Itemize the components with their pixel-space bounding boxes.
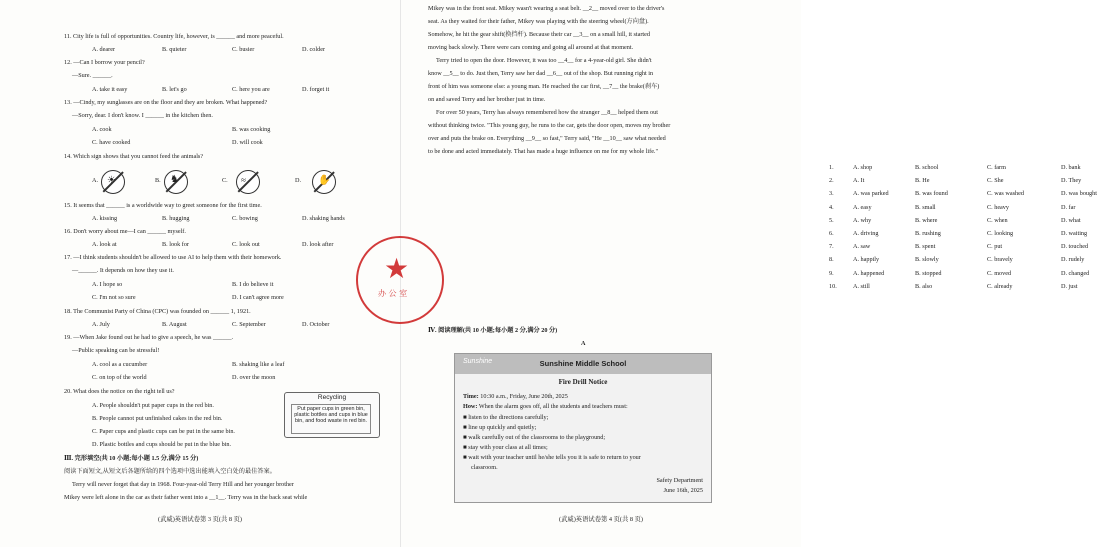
passage-line: without thinking twice. "This young guy, he runs to the car, gets the door open, moves my brother [428, 122, 671, 129]
cloze-option[interactable]: A. easy [853, 203, 872, 211]
q11-option-c[interactable]: C. busier [232, 46, 255, 53]
cloze-option[interactable]: C. She [987, 177, 1004, 185]
notice-bullet: ■ stay with your class at all times; [463, 444, 548, 451]
cloze-number: 5. [829, 216, 834, 224]
recycling-text: Put paper cups in green bin, plastic bottles and cups in blue bin, and food waste in red bin. [291, 404, 371, 434]
cloze-option[interactable]: B. also [915, 282, 933, 290]
cloze-option[interactable]: B. rushing [915, 230, 941, 237]
cloze-option[interactable]: D. waiting [1061, 230, 1088, 237]
cloze-option[interactable]: C. already [987, 282, 1013, 290]
cloze-option[interactable]: A. happily [853, 256, 880, 264]
cloze-option[interactable]: C. was washed [987, 190, 1024, 198]
q12-option-b[interactable]: B. let's go [162, 86, 187, 93]
cloze-option[interactable]: A. driving [853, 230, 879, 237]
q12-stem-1: 12. —Can I borrow your pencil? [64, 59, 145, 66]
q14-stem: 14. Which sign shows that you cannot feed the animals? [64, 153, 204, 160]
q17-option-a[interactable]: A. I hope so [92, 281, 123, 288]
q16-stem: 16. Don't worry about me—I can ______ myself. [64, 228, 186, 235]
cloze-option[interactable]: A. It [853, 177, 865, 185]
q13-option-c[interactable]: C. have cooked [92, 139, 131, 146]
q20-option-d[interactable]: D. Plastic bottles and cups should be put in the blue bin. [92, 441, 232, 448]
cloze-option[interactable]: D. was bought [1061, 190, 1097, 198]
cloze-option[interactable]: B. stopped [915, 269, 942, 277]
notice-bullet: ■ wait with your teacher until he/she tells you it is safe to return to your [463, 454, 641, 461]
q17-stem-1: 17. —I think students shouldn't be allowed to use AI to help them with their homework. [64, 254, 282, 261]
q17-option-d[interactable]: D. I can't agree more [232, 294, 284, 301]
q12-option-a[interactable]: A. take it easy [92, 86, 128, 93]
no-feeding-animals-sign-icon: ♞ [164, 170, 188, 194]
passage-line: Terry tried to open the door. However, it was too __4__ for a 4-year-old girl. She didn't [436, 57, 652, 64]
cloze-option[interactable]: A. saw [853, 243, 871, 251]
q13-stem-1: 13. —Cindy, my sunglasses are on the floor and they are broken. What happened? [64, 99, 268, 106]
cloze-option[interactable]: D. They [1061, 177, 1082, 185]
q18-option-a[interactable]: A. July [92, 321, 110, 328]
cloze-number: 10. [829, 282, 837, 290]
q13-option-b[interactable]: B. was cooking [232, 126, 271, 133]
recycling-title: Recycling [317, 394, 347, 401]
cloze-option[interactable]: D. what [1061, 216, 1081, 224]
q19-stem-2: —Public speaking can be stressful! [72, 347, 160, 354]
q18-option-d[interactable]: D. October [302, 321, 330, 328]
q11-option-d[interactable]: D. colder [302, 46, 326, 53]
notice-time: Time: 10:30 a.m., Friday, June 20th, 2025 [463, 393, 568, 400]
passage-line: on and saved Terry and her brother just in time. [428, 96, 546, 103]
cloze-option[interactable]: B. small [915, 203, 936, 211]
passage-line: Mikey were left alone in the car as their father went into a __1__. Terry was in the back seat while [64, 494, 308, 501]
q15-option-a[interactable]: A. kissing [92, 215, 118, 222]
q19-option-d[interactable]: D. over the moon [232, 374, 276, 381]
section-3-heading: Ⅲ. 完形填空(共 10 小题;每小题 1.5 分,满分 15 分) [64, 455, 199, 462]
q19-option-a[interactable]: A. cool as a cucumber [92, 361, 148, 368]
q13-option-a[interactable]: A. cook [92, 126, 112, 133]
notice-bullet: ■ line up quickly and quietly; [463, 424, 537, 431]
q20-option-b[interactable]: B. People cannot put unfinished cakes in the red bin. [92, 415, 223, 422]
q13-option-d[interactable]: D. will cook [232, 139, 263, 146]
q15-option-c[interactable]: C. bowing [232, 215, 258, 222]
passage-line: over and puts the brake on. Everything __9__ so fast," Terry said, "He __10__ saw what needed [428, 135, 666, 142]
q16-option-a[interactable]: A. look at [92, 241, 117, 248]
section-4-heading: Ⅳ. 阅读理解(共 10 小题;每小题 2 分,满分 20 分) [428, 327, 558, 334]
q15-option-d[interactable]: D. shaking hands [302, 215, 345, 222]
cloze-number: 7. [829, 243, 834, 251]
cloze-option[interactable]: D. bank [1061, 164, 1081, 171]
cloze-option[interactable]: D. far [1061, 203, 1076, 211]
q18-stem: 18. The Communist Party of China (CPC) was founded on ______ 1, 1921. [64, 308, 251, 315]
cloze-option[interactable]: A. still [853, 282, 870, 290]
section-4-part-label: A [581, 340, 586, 347]
q11-option-a[interactable]: A. dearer [92, 46, 116, 53]
cloze-option[interactable]: B. spent [915, 243, 936, 251]
notice-bullet: ■ walk carefully out of the classrooms to the playground; [463, 434, 606, 441]
cloze-number: 3. [829, 190, 834, 198]
page-footer: (武威)英语试卷第 4 页(共 8 页) [559, 516, 643, 523]
cloze-number: 8. [829, 256, 834, 264]
q14-option-c[interactable]: C. [222, 177, 228, 184]
cloze-option[interactable]: C. looking [987, 230, 1014, 237]
q20-stem: 20. What does the notice on the right tell us? [64, 388, 175, 395]
passage-line: Mikey was in the front seat. Mikey wasn't wearing a seat belt. __2__ moved over to the driver's [428, 5, 665, 12]
office-seal-stamp [356, 236, 444, 324]
q12-option-d[interactable]: D. forget it [302, 86, 330, 93]
q20-option-a[interactable]: A. People shouldn't put paper cups in the red bin. [92, 402, 214, 409]
passage-line: know __5__ to do. Just then, Terry saw her dad __6__ out of the shop. But running right in [428, 70, 654, 77]
passage-line: For over 50 years, Terry has always remembered how the stranger __8__ helped them out [436, 109, 658, 116]
passage-line: to be done and acted immediately. That has made a huge influence on me for my whole life." [428, 148, 659, 155]
q14-option-d[interactable]: D. [295, 177, 302, 184]
cloze-option[interactable]: B. He [915, 177, 930, 185]
q14-option-b[interactable]: B. [155, 177, 161, 184]
q15-stem: 15. It seems that ______ is a worldwide way to greet someone for the first time. [64, 202, 262, 209]
notice-department: Safety Department [656, 477, 703, 484]
q19-option-c[interactable]: C. on top of the world [92, 374, 147, 381]
notice-how: How: When the alarm goes off, all the students and teachers must: [463, 403, 628, 410]
notice-date: June 16th, 2025 [663, 487, 703, 494]
cloze-option[interactable]: D. rudely [1061, 256, 1085, 264]
q12-stem-2: —Sure. ______. [72, 72, 113, 79]
q20-option-c[interactable]: C. Paper cups and plastic cups can be put in the same bin. [92, 428, 235, 435]
page-footer: (武威)英语试卷第 3 页(共 8 页) [158, 516, 242, 523]
recycling-notice [284, 392, 380, 438]
cloze-option[interactable]: A. why [853, 216, 872, 224]
no-swimming-sign-icon: ☀ [101, 170, 125, 194]
notice-bullet-cont: classroom. [471, 464, 498, 471]
q18-option-c[interactable]: C. September [232, 321, 266, 328]
notice-bullet: ■ listen to the directions carefully; [463, 414, 549, 421]
exam-page-3 [0, 0, 400, 547]
stamp-text: 办 公 室 [378, 289, 408, 298]
passage-line: Terry will never forget that day in 1968. Four-year-old Terry Hill and her younger brother [72, 481, 294, 488]
school-name: Sunshine Middle School [539, 359, 627, 368]
q11-option-b[interactable]: B. quieter [162, 46, 187, 53]
passage-line: Somehow, he hit the gear shift(换挡杆). Because their car __3__ on a small hill, it started [428, 31, 650, 38]
q19-stem-1: 19. —When Jake found out he had to give a speech, he was ______. [64, 334, 234, 341]
cloze-option[interactable]: C. when [987, 216, 1008, 224]
star-icon: ★ [384, 254, 410, 285]
cloze-option[interactable]: B. where [915, 216, 938, 224]
q16-option-b[interactable]: B. look for [162, 241, 189, 248]
cloze-option[interactable]: B. slowly [915, 256, 939, 264]
q17-stem-2: —______. It depends on how they use it. [72, 267, 174, 274]
cloze-option[interactable]: C. bravely [987, 256, 1013, 264]
section-3-instructions: 阅读下面短文,从短文后各题所给的四个选项中选出能填入空白处的最佳答案。 [64, 468, 276, 475]
passage-line: seat. As they waited for their father, Mikey was playing with the steering wheel(方向盘). [428, 18, 649, 25]
cloze-option[interactable]: D. just [1061, 282, 1078, 290]
passage-line: moving back slowly. There were cars coming and going all around at that moment. [428, 44, 634, 51]
q19-option-b[interactable]: B. shaking like a leaf [232, 361, 285, 368]
q13-stem-2: —Sorry, dear. I don't know. I ______ in the kitchen then. [72, 112, 213, 119]
q11-stem: 11. City life is full of opportunities. Country life, however, is ______ and more peaceful. [64, 33, 284, 40]
cloze-number: 6. [829, 230, 834, 237]
cloze-number: 1. [829, 164, 834, 171]
q17-option-c[interactable]: C. I'm not so sure [92, 294, 136, 301]
cloze-option[interactable]: B. was found [915, 190, 948, 198]
cloze-option[interactable]: B. school [915, 164, 939, 171]
cloze-option[interactable]: C. farm [987, 164, 1006, 171]
cloze-option[interactable]: A. was parked [853, 190, 889, 198]
cloze-option[interactable]: A. happened [853, 269, 885, 277]
no-fishing-sign-icon: ≈ [236, 170, 260, 194]
q18-option-b[interactable]: B. August [162, 321, 187, 328]
q12-option-c[interactable]: C. here you are [232, 86, 270, 93]
cloze-option[interactable]: A. shop [853, 164, 873, 171]
cloze-option[interactable]: C. heavy [987, 203, 1009, 211]
cloze-number: 4. [829, 203, 834, 211]
cloze-option[interactable]: C. moved [987, 269, 1012, 277]
passage-line: front of him was someone else: a young man. He reached the car first, __7__ the brake(刹车) [428, 83, 660, 90]
cloze-number: 9. [829, 269, 834, 277]
cloze-option[interactable]: D. touched [1061, 243, 1089, 251]
q14-option-a[interactable]: A. [92, 177, 99, 184]
q17-option-b[interactable]: B. I do believe it [232, 281, 274, 288]
cloze-option[interactable]: C. put [987, 243, 1003, 251]
q16-option-d[interactable]: D. look after [302, 241, 334, 248]
q15-option-b[interactable]: B. hugging [162, 215, 190, 222]
cloze-option[interactable]: D. changed [1061, 269, 1090, 277]
cloze-number: 2. [829, 177, 834, 185]
school-logo: Sunshine [463, 358, 493, 365]
no-touching-sign-icon: ✋ [312, 170, 336, 194]
notice-title: Fire Drill Notice [558, 378, 608, 386]
fire-drill-notice [454, 353, 712, 503]
q16-option-c[interactable]: C. look out [232, 241, 260, 248]
